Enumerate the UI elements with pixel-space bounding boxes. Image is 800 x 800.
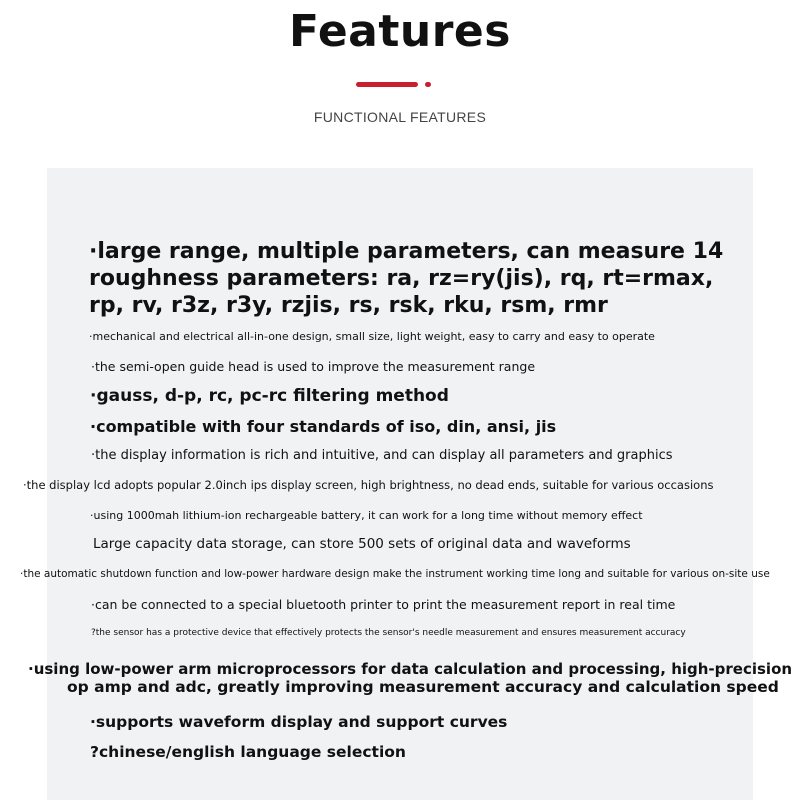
feature-standards: ·compatible with four standards of iso, din, ansi, jis [90, 417, 557, 436]
feature-sensor-protection: ?the sensor has a protective device that effectively protects the sensor's needle measurement and ensures measurement accuracy [91, 628, 686, 638]
feature-line-op-amp: op amp and adc, greatly improving measurement accuracy and calculation speed [67, 678, 779, 696]
feature-battery: ·using 1000mah lithium-ion rechargeable battery, it can work for a long time without memory effect [90, 509, 643, 522]
feature-line-parameter-list: rp, rv, r3z, r3y, rzjis, rs, rsk, rku, rsm, rmr [89, 293, 608, 318]
feature-data-storage: Large capacity data storage, can store 500 sets of original data and waveforms [93, 536, 631, 552]
feature-design: ·mechanical and electrical all-in-one design, small size, light weight, easy to carry and easy to operate [89, 330, 655, 343]
feature-auto-shutdown: ·the automatic shutdown function and low-power hardware design make the instrument working time long and suitable for various on-site use [20, 568, 770, 580]
feature-language: ?chinese/english language selection [90, 743, 406, 761]
feature-line-range: ·large range, multiple parameters, can measure 14 [89, 239, 724, 264]
feature-bluetooth-printer: ·can be connected to a special bluetooth printer to print the measurement report in real time [91, 597, 676, 612]
feature-lcd-screen: ·the display lcd adopts popular 2.0inch ips display screen, high brightness, no dead ends, suitable for various occasions [23, 478, 714, 492]
feature-waveform: ·supports waveform display and support curves [90, 713, 508, 731]
section-subtitle: FUNCTIONAL FEATURES [313, 109, 487, 125]
feature-line-parameters: roughness parameters: ra, rz=ry(jis), rq, rt=rmax, [89, 266, 714, 291]
feature-line-microprocessor: ·using low-power arm microprocessors for data calculation and processing, high-precision [28, 660, 793, 678]
feature-guide-head: ·the semi-open guide head is used to improve the measurement range [91, 359, 536, 374]
accent-dot [425, 82, 431, 87]
accent-bar [356, 82, 418, 87]
page-title: Features [289, 6, 511, 57]
feature-display-info: ·the display information is rich and intuitive, and can display all parameters and graphics [91, 448, 673, 463]
feature-filtering: ·gauss, d-p, rc, pc-rc filtering method [90, 386, 449, 406]
